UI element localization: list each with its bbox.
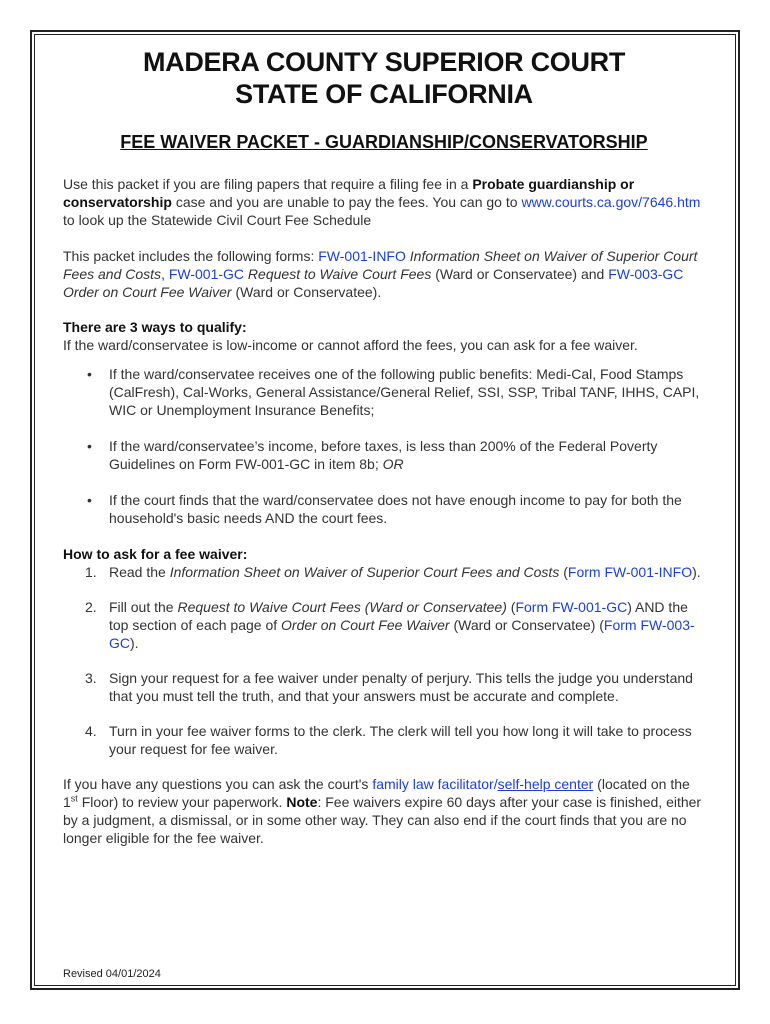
step-number: 4. [85,723,97,739]
title-line-1: MADERA COUNTY SUPERIOR COURT [142,47,626,77]
step-number: 3. [85,670,97,686]
revised-date: Revised 04/01/2024 [63,968,161,980]
step-number: 2. [85,599,97,615]
note-label: Note [286,794,318,810]
bullet-icon: • [87,438,92,454]
forms-paragraph [63,247,705,301]
forms-separator: , [161,266,169,282]
form-fw001-gc-note: (Ward or Conservatee) and [431,266,609,282]
step-2-fw003-link[interactable]: Form FW-003-GC [109,617,695,651]
qualify-income: If the ward/conservatee’s income, before taxes, is less than 200% of the Federal Poverty Guidelines on Form FW-001-GC in item 8b; [109,438,658,472]
form-fw003-gc-link[interactable]: FW-003-GC [608,266,684,282]
qualify-section [63,318,705,354]
court-title [63,46,705,110]
list-item [63,365,705,419]
bullet-icon: • [87,366,92,382]
qualify-list [63,365,705,527]
step-1-form-link[interactable]: Form FW-001-INFO [567,564,693,580]
forms-text: This packet includes the following forms: [63,248,319,264]
list-item [63,669,705,705]
closing-text-4: : Fee waivers expire 60 days after your case is finished, either by a judgment, a dismissal, or in some other way. They can also end if the court finds that you are no longer eligible for the fee waiver. [63,794,702,846]
closing-slash: / [493,776,498,792]
form-fw001-info-link[interactable]: FW-001-INFO [318,248,406,264]
howto-steps [63,563,705,758]
closing-text-3: Floor) to review your paperwork. [77,794,287,810]
list-item [63,563,705,581]
bullet-icon: • [87,492,92,508]
closing-paragraph [63,775,705,847]
form-fw001-gc-title: Request to Waive Court Fees [244,266,432,282]
howto-heading: How to ask for a fee waiver: [63,546,248,562]
closing-text-1: If you have any questions you can ask the court's [63,776,373,792]
fee-schedule-link[interactable]: www.courts.ca.gov/7646.htm [521,194,701,210]
floor-superscript: st [70,793,78,804]
step-1-end: ). [692,564,701,580]
step-2-request-title: Request to Waive Court Fees (Ward or Conservatee) [177,599,507,615]
list-item [63,722,705,758]
closing-text-2: (located on the 1 [63,776,690,810]
list-item [63,437,705,473]
qualify-text: If the ward/conservatee is low-income or cannot afford the fees, you can ask for a fee waiver. [63,337,638,353]
family-law-facilitator-link[interactable]: family law facilitator [372,776,494,792]
title-line-2: STATE OF CALIFORNIA [235,79,533,109]
qualify-court-finds: If the court finds that the ward/conservatee does not have enough income to pay for both the household's basic needs AND the court fees. [109,492,682,526]
step-2-fw001-link[interactable]: Form FW-001-GC [515,599,628,615]
step-2-order-title: Order on Court Fee Waiver [281,617,450,633]
form-fw003-gc-note: (Ward or Conservatee). [231,284,382,300]
step-4-text: Turn in your fee waiver forms to the clerk. The clerk will tell you how long it will take to process your request for fee waiver. [109,723,692,757]
step-2-paren: ( [506,599,516,615]
list-item [63,598,705,652]
step-1-paren: ( [559,564,568,580]
intro-text-1: Use this packet if you are filing papers that require a filing fee in a [63,176,473,192]
document-body [63,46,705,847]
intro-paragraph [63,175,705,229]
step-2-end: ). [130,635,139,651]
qualify-heading: There are 3 ways to qualify: [63,319,247,335]
step-1-text: Read the [109,564,170,580]
form-fw001-gc-link[interactable]: FW-001-GC [168,266,245,282]
qualify-or: OR [382,456,404,472]
step-3-text: Sign your request for a fee waiver under penalty of perjury. This tells the judge you understand that you must tell the truth, and that your answers must be accurate and complete. [109,670,693,704]
step-2-text-3: (Ward or Conservatee) ( [449,617,604,633]
intro-text-3: to look up the Statewide Civil Court Fee Schedule [63,212,372,228]
form-fw003-gc-title: Order on Court Fee Waiver [63,284,232,300]
step-2-text-2: ) AND the top section of each page of [109,599,688,633]
step-number: 1. [85,564,97,580]
step-2-text: Fill out the [109,599,178,615]
packet-subtitle: FEE WAIVER PACKET - GUARDIANSHIP/CONSERVATORSHIP [120,132,648,152]
qualify-benefits: If the ward/conservatee receives one of the following public benefits: Medi-Cal, Food Stamps (CalFresh), Cal-Works, General Assistance/General Relief, SSI, SSP, Tribal TANF, IHHS, CAPI, WIC or Unemployment Insurance Benefits; [109,366,700,418]
intro-text-2: case and you are unable to pay the fees. You can go to [171,194,522,210]
form-fw001-info-title: Information Sheet on Waiver of Superior Court Fees and Costs [63,248,698,282]
self-help-center-link[interactable]: self-help center [497,776,594,792]
step-1-form-title: Information Sheet on Waiver of Superior Court Fees and Costs [169,564,560,580]
intro-case-type: Probate guardianship or conservatorship [63,176,635,210]
list-item [63,491,705,527]
